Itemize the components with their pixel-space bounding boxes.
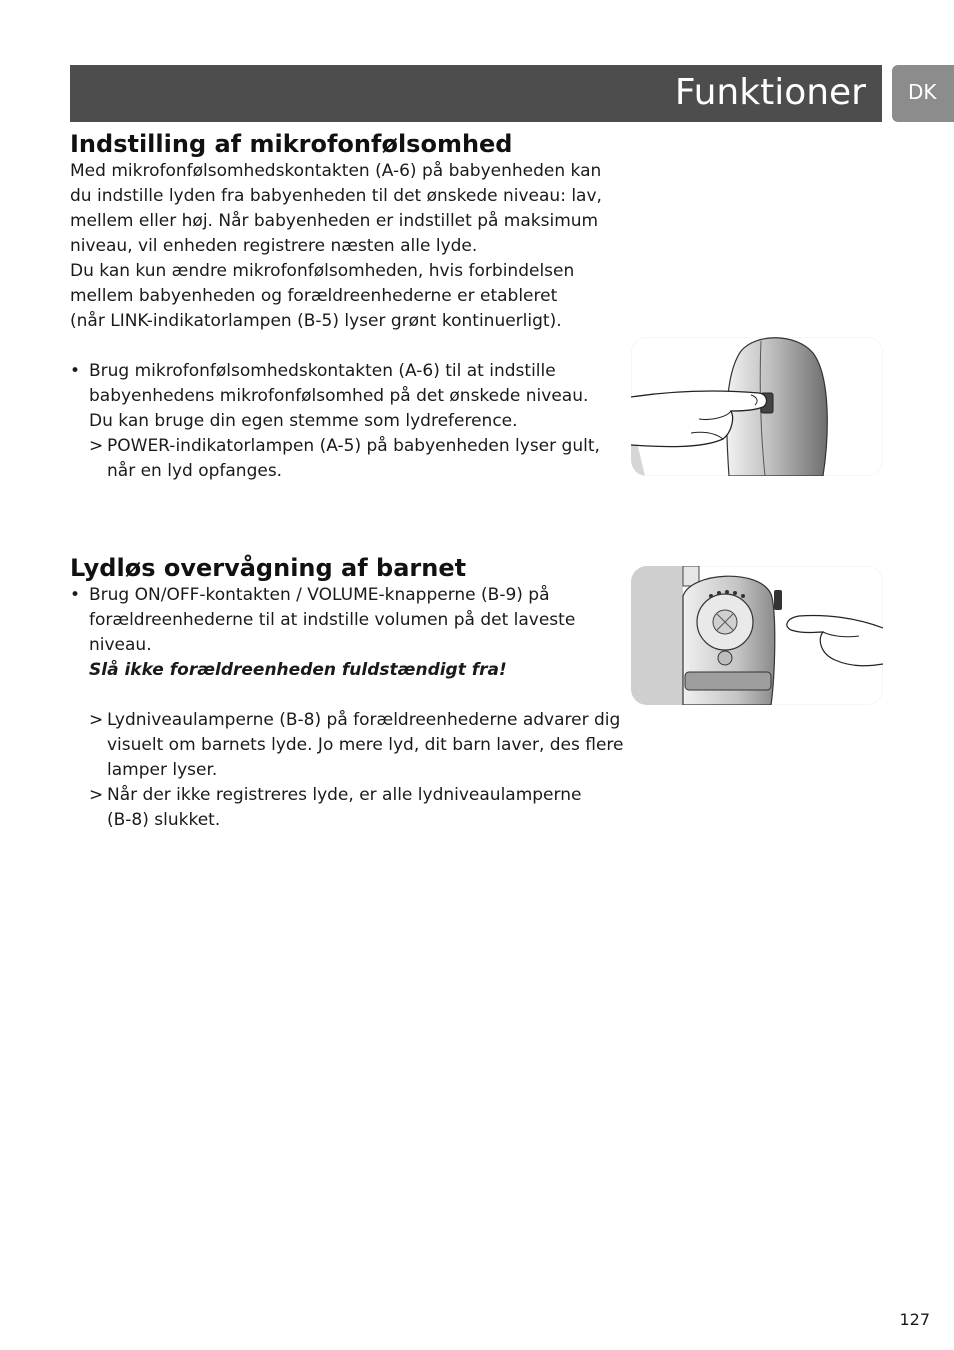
paragraph-line: (når LINK-indikatorlampen (B-5) lyser grønt kontinuerligt).: [70, 311, 562, 331]
paragraph-line: mellem eller høj. Når babyenheden er indstillet på maksimum: [70, 211, 599, 231]
result-text: Lydniveaulamperne (B-8) på forældreenhederne advarer dig: [107, 710, 621, 730]
paragraph-line: Du kan kun ændre mikrofonfølsomheden, hvis forbindelsen: [70, 261, 575, 281]
result-item: [70, 434, 600, 459]
paragraph-line: niveau, vil enheden registrere næsten alle lyde.: [70, 236, 478, 256]
section-body-silent-monitoring: [70, 583, 624, 833]
bullet-text: Brug ON/OFF-kontakten / VOLUME-knapperne (B-9) på: [89, 585, 550, 605]
result-text: når en lyd opfanges.: [107, 461, 283, 481]
warning-text: Slå ikke forældreenheden fuldstændigt fra!: [89, 660, 507, 680]
bullet-marker: •: [70, 361, 81, 381]
result-text: visuelt om barnets lyde. Jo mere lyd, dit barn laver, des flere: [107, 735, 624, 755]
result-marker: >: [89, 785, 104, 805]
language-tab: [892, 65, 954, 122]
result-text: (B-8) slukket.: [107, 810, 221, 830]
result-marker: >: [89, 436, 104, 456]
bullet-item: [70, 583, 600, 608]
page-title: Funktioner: [674, 72, 866, 113]
result-text: POWER-indikatorlampen (A-5) på babyenheden lyser gult,: [107, 436, 600, 456]
result-item: [70, 708, 621, 733]
bullet-text: Du kan bruge din egen stemme som lydreference.: [89, 411, 518, 431]
baby-unit-switch-illustration: [631, 337, 883, 476]
section-title-microphone-sensitivity: Indstilling af mikrofonfølsomhed: [70, 130, 513, 158]
baby-unit-switch-illustration-drawing: [631, 337, 883, 476]
bullet-marker: •: [70, 585, 81, 605]
bullet-text: niveau.: [89, 635, 152, 655]
bullet-text: Brug mikrofonfølsomhedskontakten (A-6) til at indstille: [89, 361, 556, 381]
paragraph-line: Med mikrofonfølsomhedskontakten (A-6) på babyenheden kan: [70, 161, 602, 181]
bullet-text: forældreenhederne til at indstille volumen på det laveste: [89, 610, 576, 630]
bullet-item: [70, 359, 600, 384]
bullet-text: babyenhedens mikrofonfølsomhed på det ønskede niveau.: [89, 386, 589, 406]
section-body-microphone-sensitivity: [70, 159, 600, 484]
paragraph-line: du indstille lyden fra babyenheden til det ønskede niveau: lav,: [70, 186, 602, 206]
result-text: Når der ikke registreres lyde, er alle lydniveaulamperne: [107, 785, 582, 805]
header-bar: [70, 65, 882, 122]
result-item: [70, 783, 600, 808]
parent-unit-volume-illustration-drawing: [631, 566, 883, 705]
parent-unit-volume-illustration: [631, 566, 883, 705]
result-text: lamper lyser.: [107, 760, 218, 780]
page-number: 127: [899, 1310, 930, 1329]
section-title-silent-monitoring: Lydløs overvågning af barnet: [70, 554, 467, 582]
language-tab-label: DK: [908, 80, 937, 104]
paragraph-line: mellem babyenheden og forældreenhederne er etableret: [70, 286, 558, 306]
result-marker: >: [89, 710, 104, 730]
